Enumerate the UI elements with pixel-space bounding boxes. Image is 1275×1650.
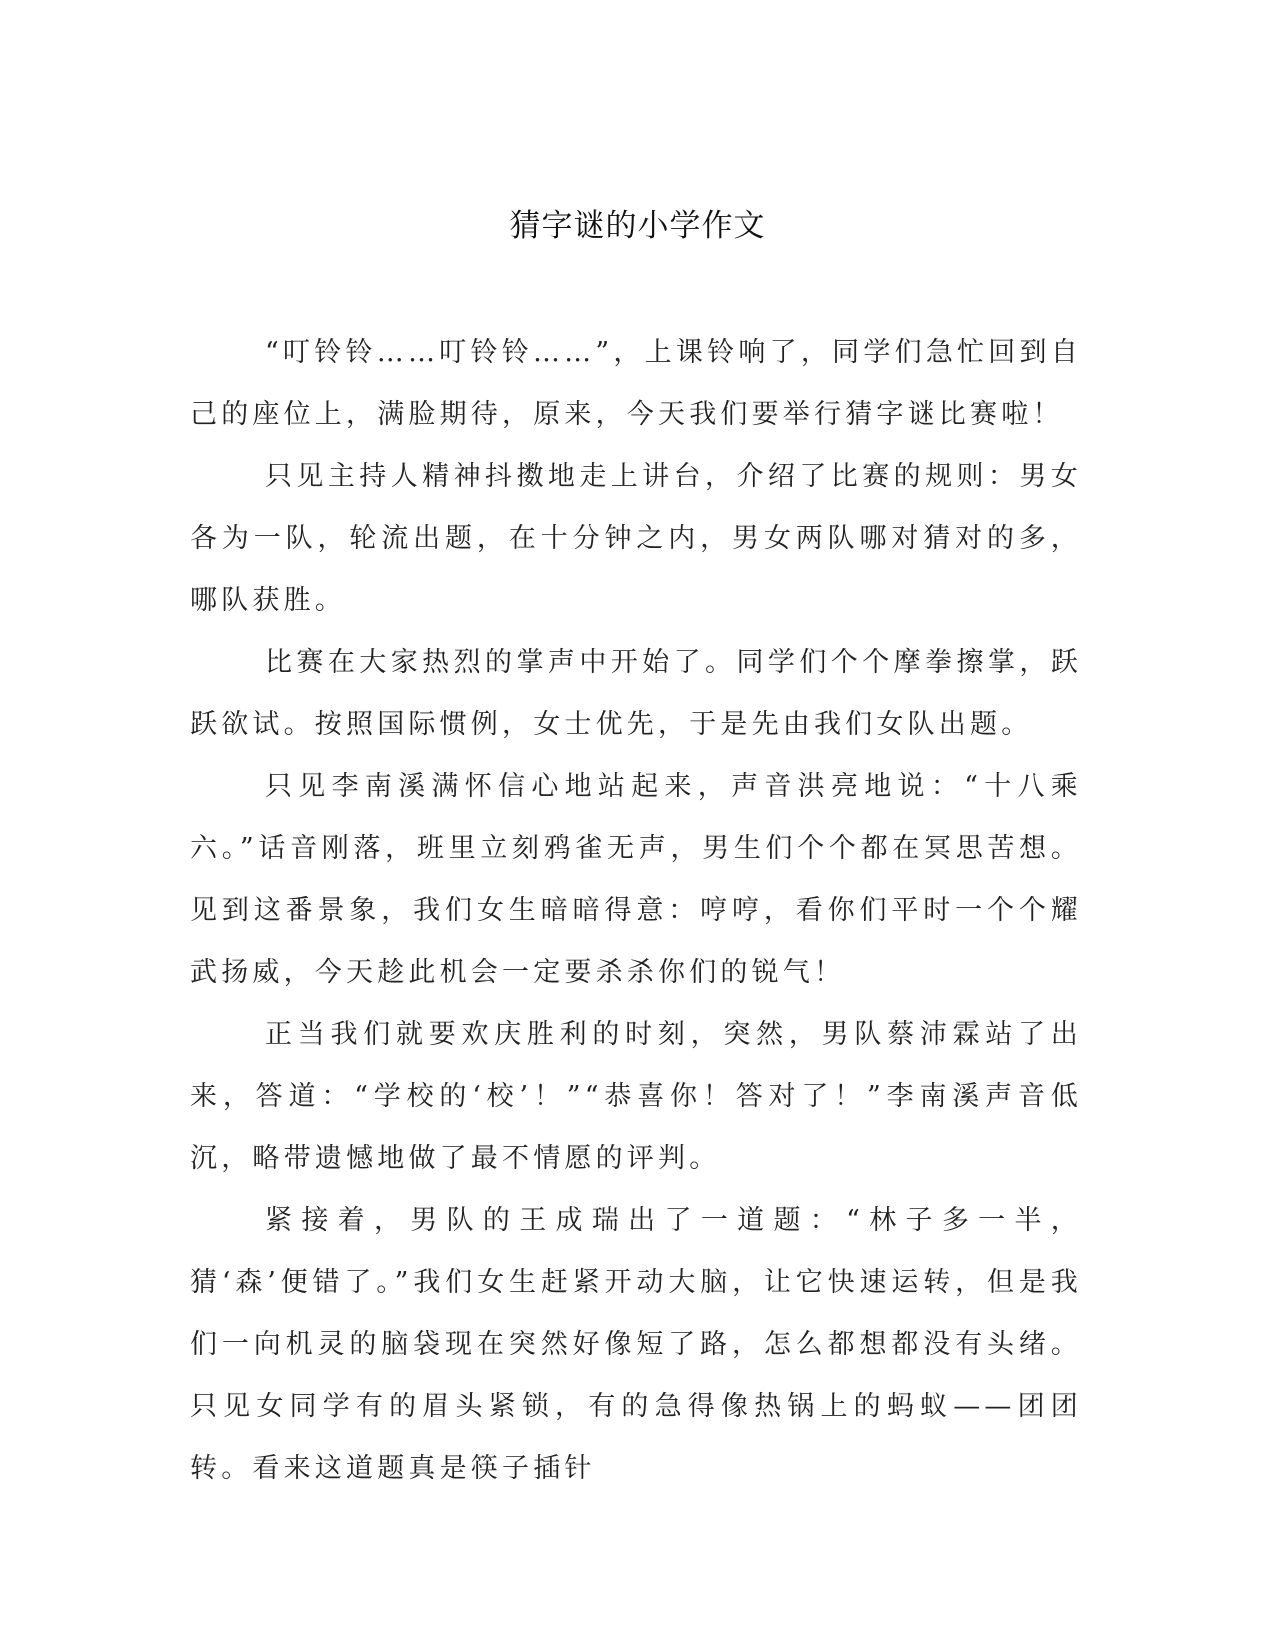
paragraph: “叮铃铃……叮铃铃……”，上课铃响了，同学们急忙回到自己的座位上，满脸期待，原来，今天我们要举行猜字谜比赛啦！ — [190, 337, 1082, 430]
paragraph: 只见李南溪满怀信心地站起来，声音洪亮地说：“十八乘六。”话音刚落，班里立刻鸦雀无声，男生们个个都在冥思苦想。见到这番景象，我们女生暗暗得意：哼哼，看你们平时一个个耀武扬威，今天趁此机会一定要杀杀你们的锐气！ — [190, 771, 1082, 988]
paragraph: 只见主持人精神抖擞地走上讲台，介绍了比赛的规则：男女各为一队，轮流出题，在十分钟之内，男女两队哪对猜对的多，哪队获胜。 — [190, 461, 1082, 616]
essay-body — [190, 322, 1082, 1500]
paragraph: 紧接着，男队的王成瑞出了一道题：“林子多一半，猜‘森’便错了。”我们女生赶紧开动大脑，让它快速运转，但是我们一向机灵的脑袋现在突然好像短了路，怎么都想都没有头绪。只见女同学有的眉头紧锁，有的急得像热锅上的蚂蚁——团团转。看来这道题真是筷子插针 — [190, 1205, 1082, 1484]
page-title: 猜字谜的小学作文 — [509, 208, 766, 244]
paragraph: 正当我们就要欢庆胜利的时刻，突然，男队蔡沛霖站了出来，答道：“学校的‘校’！”“恭喜你！答对了！”李南溪声音低沉，略带遗憾地做了最不情愿的评判。 — [190, 1019, 1082, 1174]
paragraph: 比赛在大家热烈的掌声中开始了。同学们个个摩拳擦掌，跃跃欲试。按照国际惯例，女士优先，于是先由我们女队出题。 — [190, 647, 1082, 740]
